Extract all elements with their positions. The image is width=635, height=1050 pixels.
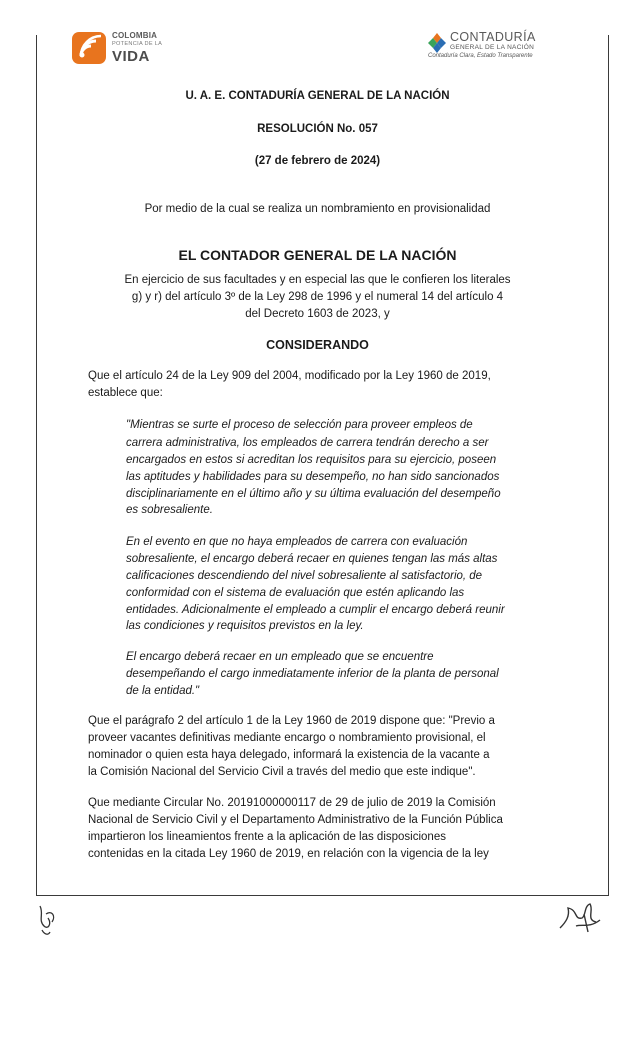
- logo-right-tagline: Contaduría Clara, Estado Transparente: [428, 53, 533, 59]
- logo-right-line2: GENERAL DE LA NACIÓN: [450, 44, 535, 51]
- authority-line: En ejercicio de sus facultades y en especial las que le confieren los literales: [124, 274, 511, 286]
- contaduria-logo-icon: [426, 32, 448, 54]
- considering-title: CONSIDERANDO: [266, 338, 369, 352]
- resolution-number: RESOLUCIÓN No. 057: [257, 123, 378, 135]
- initials-signature-left: [34, 900, 64, 940]
- paragraph-line: Nacional de Servicio Civil y el Departamento Administrativo de la Función Pública: [88, 814, 503, 826]
- colombia-potencia-de-la-vida-logo: [72, 30, 192, 70]
- paragraph-line: contenidas en la citada Ley 1960 de 2019, en relación con la vigencia de la ley: [88, 848, 489, 860]
- contaduria-logo: [426, 30, 576, 66]
- quote-line: es sobresaliente.: [126, 504, 213, 516]
- paragraph-line: nominador o quien esta haya delegado, informará la existencia de la vacante a: [88, 749, 490, 761]
- paragraph-line: Que mediante Circular No. 20191000000117 de 29 de julio de 2019 la Comisión: [88, 797, 496, 809]
- quote-line: sobresaliente, el encargo deberá recaer en quienes tengan las más altas: [126, 553, 498, 565]
- paragraph-line: establece que:: [88, 387, 163, 399]
- quote-line: En el evento en que no haya empleados de carrera con evaluación: [126, 536, 468, 548]
- quote-line: de la entidad.": [126, 685, 200, 697]
- authority-line: del Decreto 1603 de 2023, y: [245, 308, 390, 320]
- quote-line: las aptitudes y habilidades para su desempeño, no han sido sancionados: [126, 471, 500, 483]
- quote-line: El encargo deberá recaer en un empleado que se encuentre: [126, 651, 434, 663]
- resolution-date: (27 de febrero de 2024): [254, 155, 381, 167]
- quote-line: carrera administrativa, los empleados de carrera tendrán derecho a ser: [126, 437, 489, 449]
- logo-left-line3: VIDA: [112, 48, 150, 65]
- entity-title: U. A. E. CONTADURÍA GENERAL DE LA NACIÓN: [185, 90, 450, 102]
- quote-line: conformidad con el sistema de evaluación que estén aplicando las: [126, 587, 465, 599]
- resolution-subject: Por medio de la cual se realiza un nombramiento en provisionalidad: [144, 203, 491, 215]
- quote-line: desempeñando el cargo inmediatamente inferior de la planta de personal: [126, 668, 499, 680]
- logo-left-line2: POTENCIA DE LA: [112, 41, 163, 47]
- paragraph-line: Que el parágrafo 2 del artículo 1 de la Ley 1960 de 2019 dispone que: "Previo a: [88, 715, 495, 727]
- logo-right-line1: CONTADURÍA: [450, 30, 536, 44]
- paragraph-line: la Comisión Nacional del Servicio Civil a través del medio que este indique".: [88, 766, 476, 778]
- quote-line: entidades. Adicionalmente el empleado a cumplir el encargo deberá reunir: [126, 604, 505, 616]
- paragraph-line: proveer vacantes definitivas mediante encargo o nombramiento provisional, el: [88, 732, 486, 744]
- initials-signature-right: [556, 898, 606, 936]
- colombia-logo-icon: [72, 30, 108, 66]
- paragraph-line: impartieron los lineamientos frente a la aplicación de las disposiciones: [88, 831, 446, 843]
- paragraph-line: Que el artículo 24 de la Ley 909 del 2004, modificado por la Ley 1960 de 2019,: [88, 370, 491, 382]
- authority-line: g) y r) del artículo 3º de la Ley 298 de 1996 y el numeral 14 del artículo 4: [131, 291, 504, 303]
- quote-line: calificaciones descendiendo del nivel sobresaliente al satisfactorio, de: [126, 570, 483, 582]
- quote-line: encargados en estos si acreditan los requisitos para su ejercicio, poseen: [126, 454, 497, 466]
- quote-line: disciplinariamente en el último año y su última evaluación del desempeño: [126, 488, 501, 500]
- quote-line: las condiciones y requisitos previstos en la ley.: [126, 620, 364, 632]
- logo-left-line1: COLOMBIA: [112, 31, 158, 40]
- authority-title: EL CONTADOR GENERAL DE LA NACIÓN: [178, 247, 457, 263]
- quote-line: "Mientras se surte el proceso de selección para proveer empleos de: [126, 419, 473, 431]
